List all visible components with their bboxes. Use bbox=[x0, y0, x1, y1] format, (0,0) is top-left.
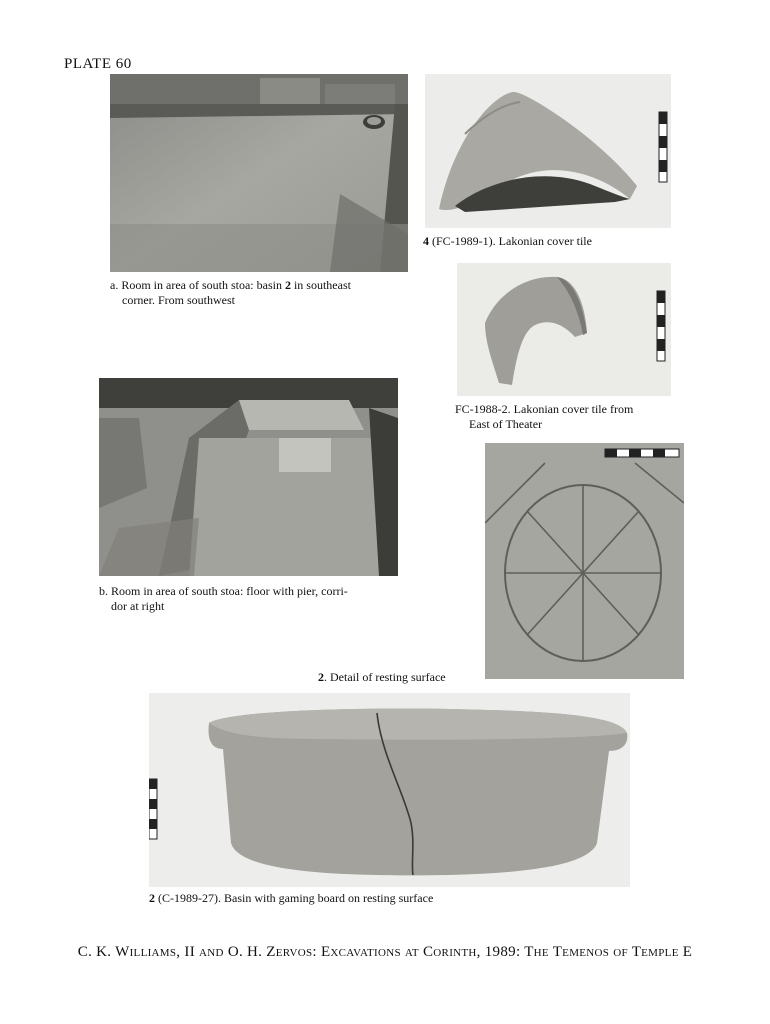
photo-lakonian-cover-tile-fc-1988-2 bbox=[457, 263, 671, 396]
caption-tile-fc-1988-2: FC-1988-2. Lakonian cover tile from East of Theater bbox=[455, 402, 634, 431]
caption-photo-b: b. Room in area of south stoa: floor with pier, corri- dor at right bbox=[99, 584, 348, 613]
page-footer bbox=[0, 944, 770, 961]
caption-detail-resting-surface: 2. Detail of resting surface bbox=[318, 670, 446, 684]
plate-label: PLATE 60 bbox=[64, 56, 132, 72]
footer-authors: C. K. Williams, II and O. H. Zervos: bbox=[77, 944, 321, 960]
photo-detail-resting-surface bbox=[485, 443, 684, 679]
photo-basin-c-1989-27 bbox=[149, 693, 630, 887]
caption-photo-a: a. Room in area of south stoa: basin 2 in southeast corner. From southwest bbox=[110, 278, 351, 307]
caption-tile-4: 4 (FC-1989-1). Lakonian cover tile bbox=[423, 234, 592, 248]
photo-lakonian-cover-tile-4 bbox=[425, 74, 671, 228]
photo-room-southeast-corner bbox=[110, 74, 408, 272]
caption-basin: 2 (C-1989-27). Basin with gaming board on resting surface bbox=[149, 891, 434, 905]
footer-title: Excavations at Corinth, 1989: The Temenos of Temple E bbox=[320, 944, 693, 960]
photo-room-floor-with-pier bbox=[99, 378, 398, 576]
